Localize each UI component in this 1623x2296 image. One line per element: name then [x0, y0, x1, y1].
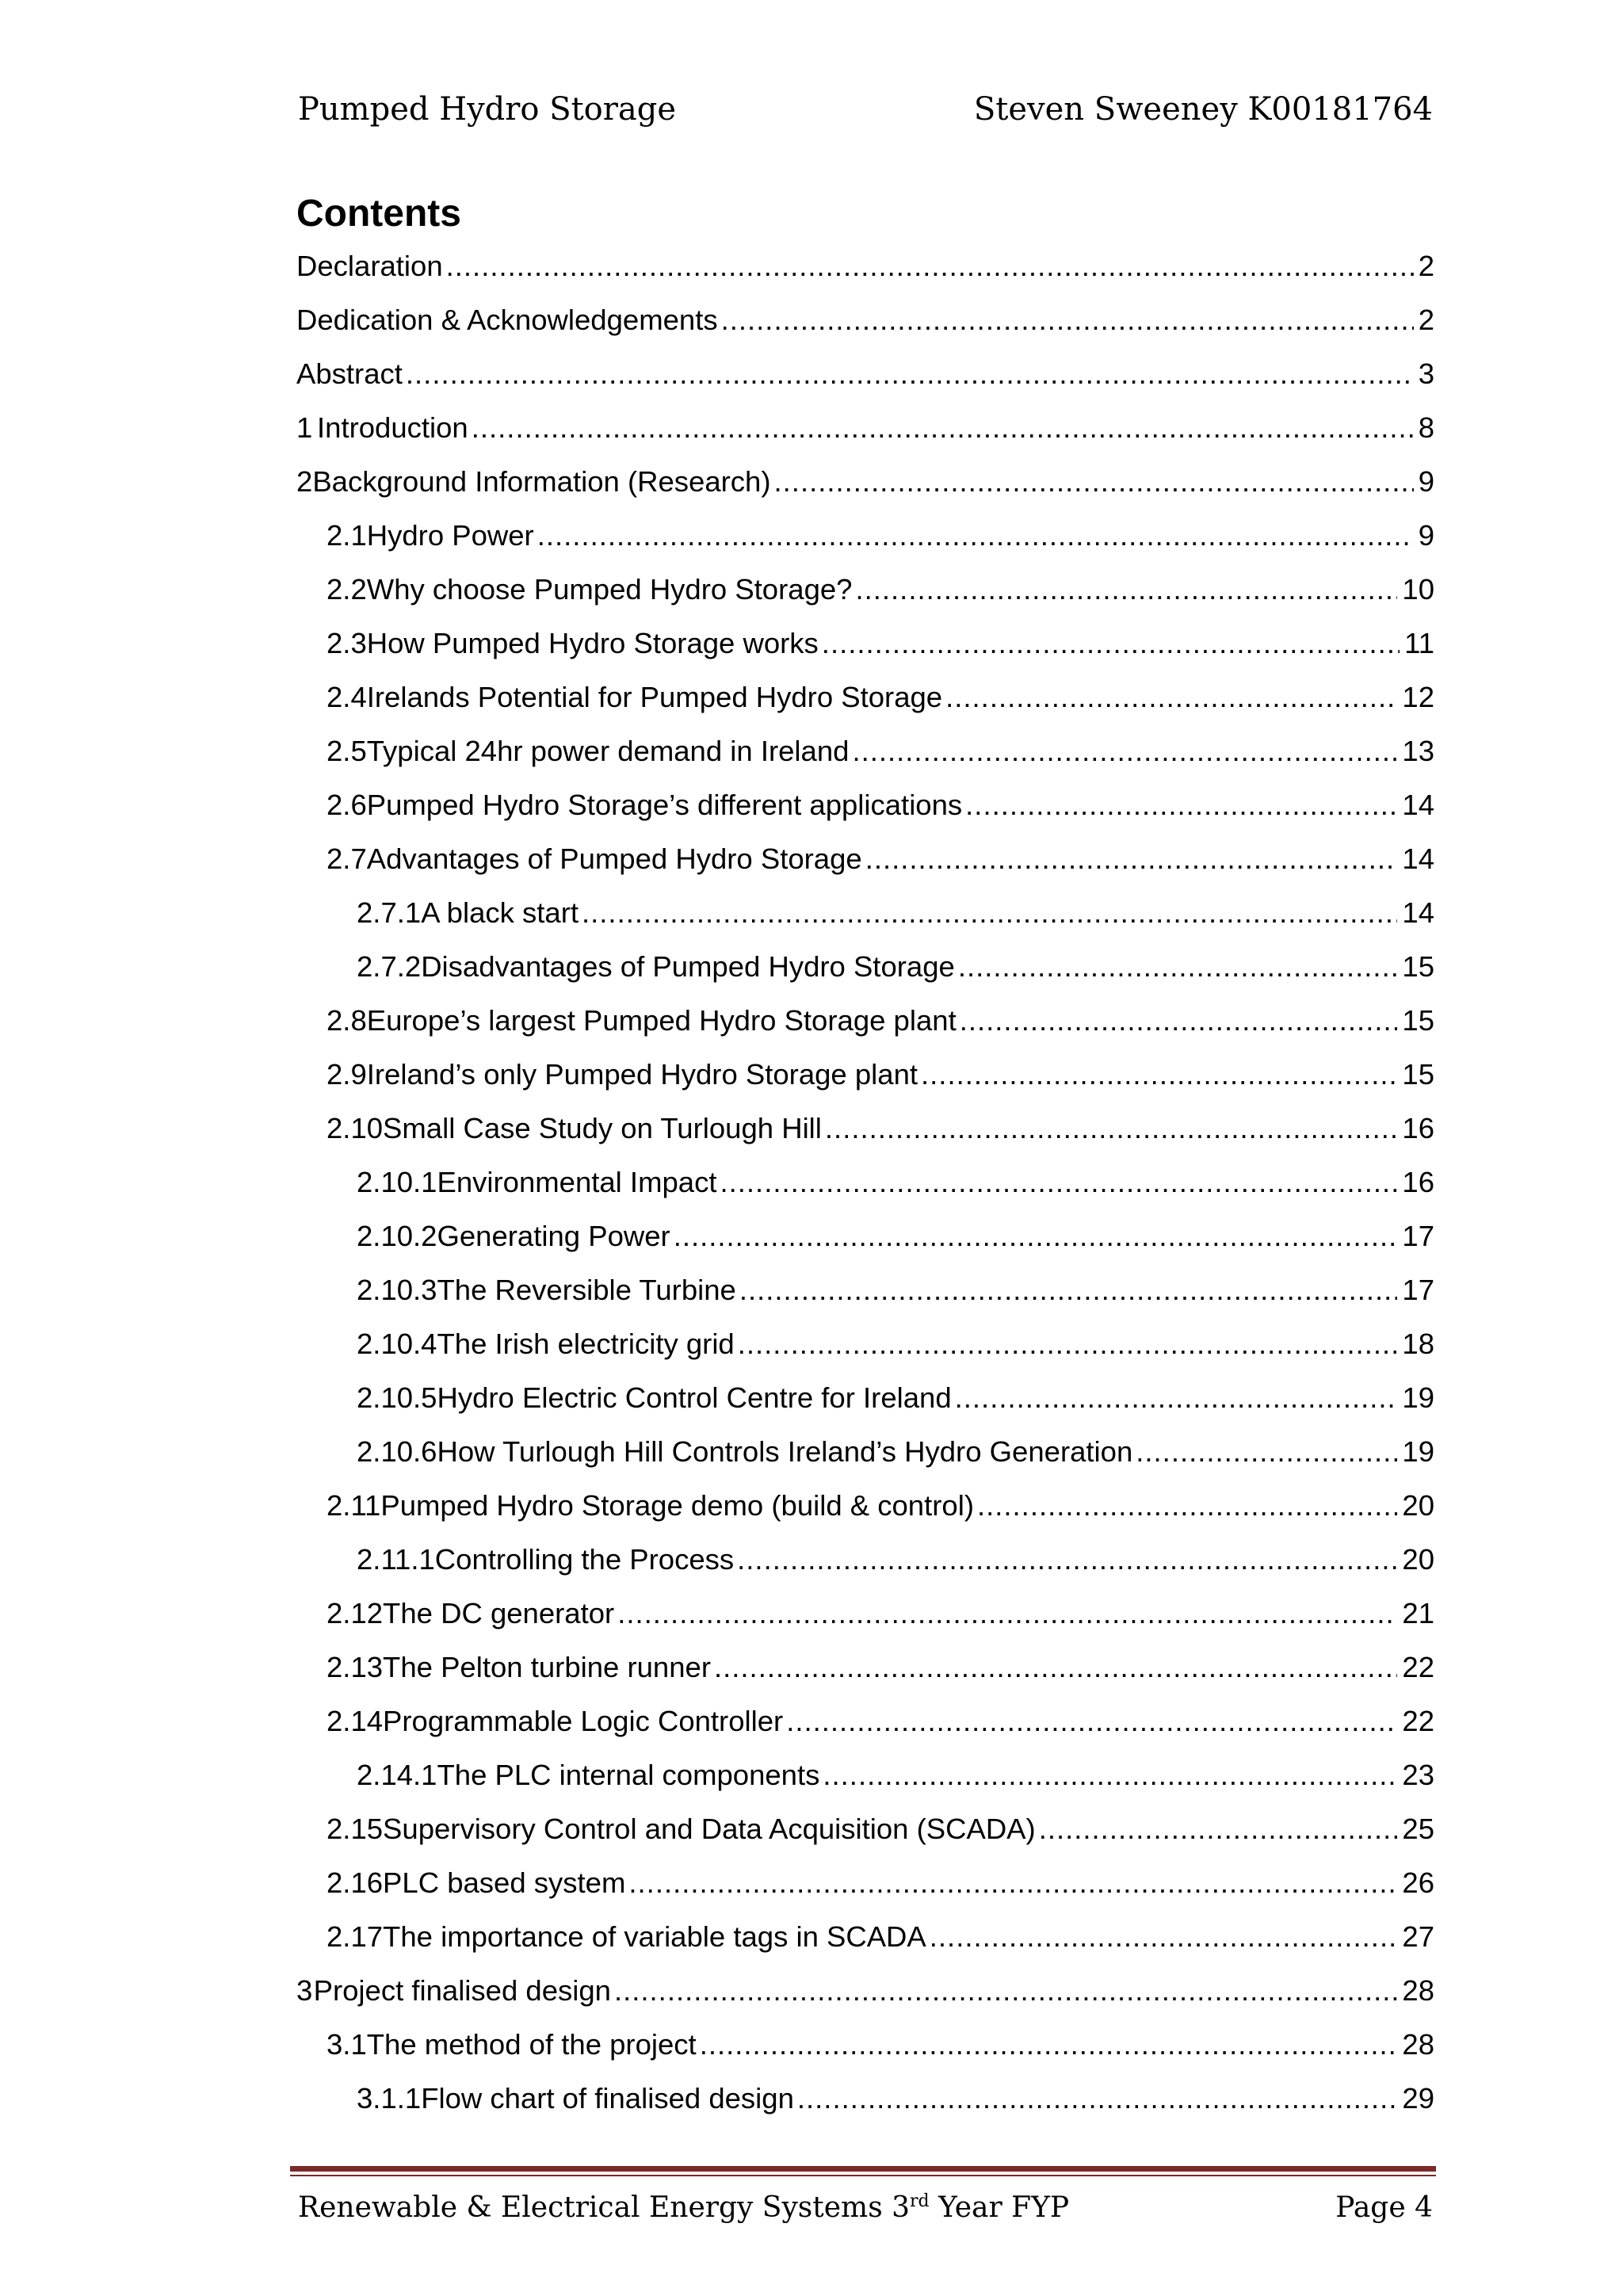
toc-entry[interactable]	[296, 2027, 1434, 2081]
toc-entry[interactable]	[296, 949, 1434, 1003]
toc-entry-page: 23	[1402, 1759, 1434, 1791]
footer-course-tail: Year FYP	[929, 2191, 1070, 2224]
toc-entry-title: Ireland’s only Pumped Hydro Storage plant	[366, 1058, 918, 1091]
toc-leader-dots	[614, 1973, 1397, 2008]
toc-entry-number: 2.10.3	[357, 1274, 437, 1306]
toc-entry-number: 2.8	[327, 1004, 367, 1037]
toc-leader-dots	[774, 464, 1414, 499]
toc-leader-dots	[797, 2081, 1398, 2116]
toc-entry-title: The Reversible Turbine	[437, 1274, 736, 1306]
toc-entry-title: Programmable Logic Controller	[383, 1705, 784, 1737]
toc-leader-dots	[628, 1866, 1397, 1901]
toc-entry-title: The importance of variable tags in SCADA	[383, 1920, 926, 1953]
toc-leader-dots	[720, 1165, 1397, 1200]
footer-course	[298, 2191, 1070, 2224]
toc-leader-dots	[822, 626, 1400, 661]
toc-entry-page: 2	[1418, 304, 1434, 336]
toc-entry[interactable]	[296, 1704, 1434, 1758]
toc-entry-page: 28	[1402, 2028, 1434, 2061]
toc-entry[interactable]	[296, 1596, 1434, 1650]
toc-entry-title: A black start	[421, 896, 579, 929]
toc-leader-dots	[965, 788, 1397, 823]
toc-entry-page: 15	[1402, 950, 1434, 983]
toc-entry[interactable]	[296, 1111, 1434, 1165]
toc-entry-page: 14	[1402, 842, 1434, 875]
toc-leader-dots	[1136, 1435, 1397, 1469]
toc-entry-number: 3	[296, 1974, 313, 2007]
toc-entry-title: Introduction	[317, 411, 468, 444]
toc-leader-dots	[955, 1381, 1398, 1415]
toc-entry-title: The PLC internal components	[437, 1759, 820, 1791]
toc-entry-page: 15	[1402, 1058, 1434, 1091]
toc-entry-page: 16	[1402, 1112, 1434, 1144]
toc-entry[interactable]	[296, 734, 1434, 788]
toc-entry[interactable]	[296, 1165, 1434, 1219]
toc-entry-title: Irelands Potential for Pumped Hydro Storage	[366, 681, 943, 713]
toc-entry[interactable]	[296, 1273, 1434, 1327]
toc-entry-title: Supervisory Control and Data Acquisition (SCADA)	[383, 1813, 1036, 1845]
toc-entry-page: 22	[1402, 1651, 1434, 1683]
toc-leader-dots	[738, 1327, 1398, 1362]
toc-leader-dots	[825, 1111, 1397, 1146]
toc-entry-number: 3.1.1	[357, 2082, 422, 2115]
toc-entry[interactable]	[296, 1057, 1434, 1111]
toc-entry-number: 3.1	[327, 2028, 367, 2061]
toc-entry-title: The Pelton turbine runner	[383, 1651, 711, 1683]
toc-entry-number: 2.4	[327, 681, 367, 713]
toc-entry[interactable]	[296, 1812, 1434, 1866]
toc-entry[interactable]	[296, 1219, 1434, 1273]
toc-entry-title: Generating Power	[437, 1220, 670, 1252]
toc-entry-number: 2.16	[327, 1866, 384, 1899]
toc-entry-title: Hydro Electric Control Centre for Ireland	[437, 1381, 952, 1414]
toc-entry-page: 27	[1402, 1920, 1434, 1953]
toc-entry-page: 19	[1402, 1435, 1434, 1468]
toc-leader-dots	[739, 1273, 1398, 1308]
toc-entry[interactable]	[296, 896, 1434, 949]
toc-entry[interactable]	[296, 1327, 1434, 1381]
toc-leader-dots	[960, 1003, 1398, 1038]
toc-entry-number: 2.10.4	[357, 1328, 437, 1360]
toc-entry-number: 2.10.5	[357, 1381, 437, 1414]
footer-course-sup: rd	[910, 2191, 930, 2211]
toc-leader-dots	[823, 1758, 1397, 1793]
toc-entry-title: Europe’s largest Pumped Hydro Storage plant	[366, 1004, 957, 1037]
toc-entry-number: 2.7	[327, 842, 367, 875]
toc-leader-dots	[958, 949, 1398, 984]
footer-course-main: Renewable & Electrical Energy Systems 3	[298, 2191, 911, 2224]
toc-entry[interactable]	[296, 842, 1434, 896]
toc-entry-number: 2.2	[327, 573, 367, 606]
toc-entry-title: PLC based system	[383, 1866, 626, 1899]
toc-leader-dots	[945, 680, 1397, 715]
toc-entry-page: 9	[1418, 519, 1434, 552]
toc-leader-dots	[537, 518, 1414, 553]
toc-leader-dots	[617, 1596, 1397, 1631]
toc-entry-number: 2.6	[327, 789, 367, 821]
toc-leader-dots	[865, 842, 1398, 877]
toc-entry-number: 2.7.1	[357, 896, 422, 929]
toc-entry-page: 16	[1402, 1166, 1434, 1198]
toc-entry-page: 29	[1402, 2082, 1434, 2115]
footer-rule-thick	[290, 2166, 1436, 2172]
toc-entry-title: Environmental Impact	[437, 1166, 717, 1198]
toc-entry[interactable]	[296, 357, 1434, 411]
toc-entry-title: Background Information (Research)	[312, 465, 771, 498]
toc-leader-dots	[921, 1057, 1397, 1092]
toc-entry-number: 2.11	[327, 1489, 381, 1522]
toc-entry[interactable]	[296, 1973, 1434, 2027]
toc-entry-number: 2.10	[327, 1112, 384, 1144]
toc-entry-page: 15	[1402, 1004, 1434, 1037]
toc-entry[interactable]	[296, 788, 1434, 842]
toc-entry-title: Hydro Power	[366, 519, 534, 552]
toc-entry[interactable]	[296, 1920, 1434, 1973]
toc-entry-title: Disadvantages of Pumped Hydro Storage	[421, 950, 955, 983]
toc-entry-title: Typical 24hr power demand in Ireland	[366, 735, 850, 767]
toc-entry-title: Project finalised design	[313, 1974, 611, 2007]
toc-entry[interactable]	[296, 680, 1434, 734]
toc-entry-number: 2.5	[327, 735, 367, 767]
toc-heading: Contents	[296, 193, 461, 235]
toc-entry-page: 17	[1402, 1220, 1434, 1252]
toc-entry-page: 11	[1404, 627, 1434, 659]
toc-entry-page: 14	[1402, 789, 1434, 821]
toc-leader-dots	[472, 411, 1414, 445]
toc-entry[interactable]	[296, 1488, 1434, 1542]
toc-entry-title: How Turlough Hill Controls Ireland’s Hydro Generation	[437, 1435, 1133, 1468]
footer-rule-thin	[290, 2175, 1436, 2176]
toc-entry-page: 10	[1402, 573, 1434, 606]
toc-entry[interactable]	[296, 1003, 1434, 1057]
toc-entry[interactable]	[296, 303, 1434, 357]
toc-entry[interactable]	[296, 1381, 1434, 1435]
toc-leader-dots	[406, 357, 1414, 392]
toc-entry-number: 2.12	[327, 1597, 384, 1629]
toc-leader-dots	[700, 2027, 1398, 2062]
toc-entry-title: Advantages of Pumped Hydro Storage	[366, 842, 862, 875]
toc-entry-page: 20	[1402, 1543, 1434, 1576]
toc-entry-number: 2.10.1	[357, 1166, 437, 1198]
toc-entry-page: 14	[1402, 896, 1434, 929]
toc-entry-title: Flow chart of finalised design	[421, 2082, 794, 2115]
toc-entry-page: 12	[1402, 681, 1434, 713]
toc-entry[interactable]	[296, 518, 1434, 572]
toc-leader-dots	[721, 303, 1414, 338]
toc-leader-dots	[1039, 1812, 1398, 1847]
toc-entry-number: 2.7.2	[357, 950, 422, 983]
toc-entry-page: 17	[1402, 1274, 1434, 1306]
toc-entry-number: 2.11.1	[357, 1543, 435, 1576]
toc-entry-page: 26	[1402, 1866, 1434, 1899]
toc-leader-dots	[582, 896, 1397, 930]
toc-entry-number: 2.15	[327, 1813, 384, 1845]
toc-entry-number: 2	[296, 465, 313, 498]
toc-entry[interactable]	[296, 1542, 1434, 1596]
toc-entry-number: 2.10.2	[357, 1220, 437, 1252]
toc-entry-page: 25	[1402, 1813, 1434, 1845]
toc-entry-number: 2.14.1	[357, 1759, 437, 1791]
toc-entry[interactable]	[296, 411, 1434, 464]
toc-entry-title: The method of the project	[366, 2028, 697, 2061]
toc-entry-page: 22	[1402, 1705, 1434, 1737]
toc-entry-page: 28	[1402, 1974, 1434, 2007]
toc-entry-number: 2.1	[327, 519, 367, 552]
toc-leader-dots	[977, 1488, 1397, 1523]
toc-entry-title: Controlling the Process	[434, 1543, 735, 1576]
toc-leader-dots	[930, 1920, 1398, 1954]
toc-entry-number: 2.14	[327, 1705, 384, 1737]
toc-entry-title: Small Case Study on Turlough Hill	[383, 1112, 822, 1144]
toc-leader-dots	[786, 1704, 1397, 1739]
toc-entry-title: Abstract	[296, 357, 403, 390]
toc-entry[interactable]	[296, 1435, 1434, 1488]
toc-entry-number: 1	[296, 411, 313, 444]
toc-leader-dots	[852, 734, 1397, 769]
toc-leader-dots	[714, 1650, 1397, 1685]
toc-entry[interactable]	[296, 626, 1434, 680]
toc-entry-number: 2.17	[327, 1920, 384, 1953]
table-of-contents	[296, 249, 1434, 2135]
toc-entry-title: Pumped Hydro Storage demo (build & control)	[380, 1489, 974, 1522]
toc-entry-page: 18	[1402, 1328, 1434, 1360]
toc-entry-title: Declaration	[296, 250, 443, 282]
toc-entry-page: 19	[1402, 1381, 1434, 1414]
toc-entry-title: Pumped Hydro Storage’s different applications	[366, 789, 963, 821]
toc-entry-title: How Pumped Hydro Storage works	[366, 627, 819, 659]
header-author: Steven Sweeney K00181764	[973, 91, 1433, 128]
toc-entry-title: The DC generator	[383, 1597, 615, 1629]
toc-entry-page: 13	[1402, 735, 1434, 767]
toc-entry-page: 9	[1418, 465, 1434, 498]
toc-leader-dots	[446, 249, 1414, 284]
toc-entry-title: The Irish electricity grid	[437, 1328, 735, 1360]
toc-entry-page: 3	[1418, 357, 1434, 390]
toc-entry-page: 2	[1418, 250, 1434, 282]
toc-leader-dots	[674, 1219, 1398, 1254]
toc-entry-page: 21	[1402, 1597, 1434, 1629]
toc-entry[interactable]	[296, 2081, 1434, 2135]
toc-entry-title: Dedication & Acknowledgements	[296, 304, 718, 336]
header-title: Pumped Hydro Storage	[298, 91, 677, 128]
toc-entry-page: 20	[1402, 1489, 1434, 1522]
toc-entry-number: 2.13	[327, 1651, 384, 1683]
toc-entry[interactable]	[296, 1650, 1434, 1704]
footer-page-number: Page 4	[1335, 2191, 1433, 2224]
toc-entry-title: Why choose Pumped Hydro Storage?	[366, 573, 853, 606]
toc-leader-dots	[737, 1542, 1397, 1577]
toc-leader-dots	[855, 572, 1397, 607]
toc-entry-page: 8	[1418, 411, 1434, 444]
toc-entry[interactable]	[296, 464, 1434, 518]
toc-entry[interactable]	[296, 1866, 1434, 1920]
toc-entry[interactable]	[296, 1758, 1434, 1812]
toc-entry[interactable]	[296, 249, 1434, 303]
toc-entry-number: 2.10.6	[357, 1435, 437, 1468]
toc-entry-number: 2.9	[327, 1058, 367, 1091]
toc-entry-number: 2.3	[327, 627, 367, 659]
toc-entry[interactable]	[296, 572, 1434, 626]
